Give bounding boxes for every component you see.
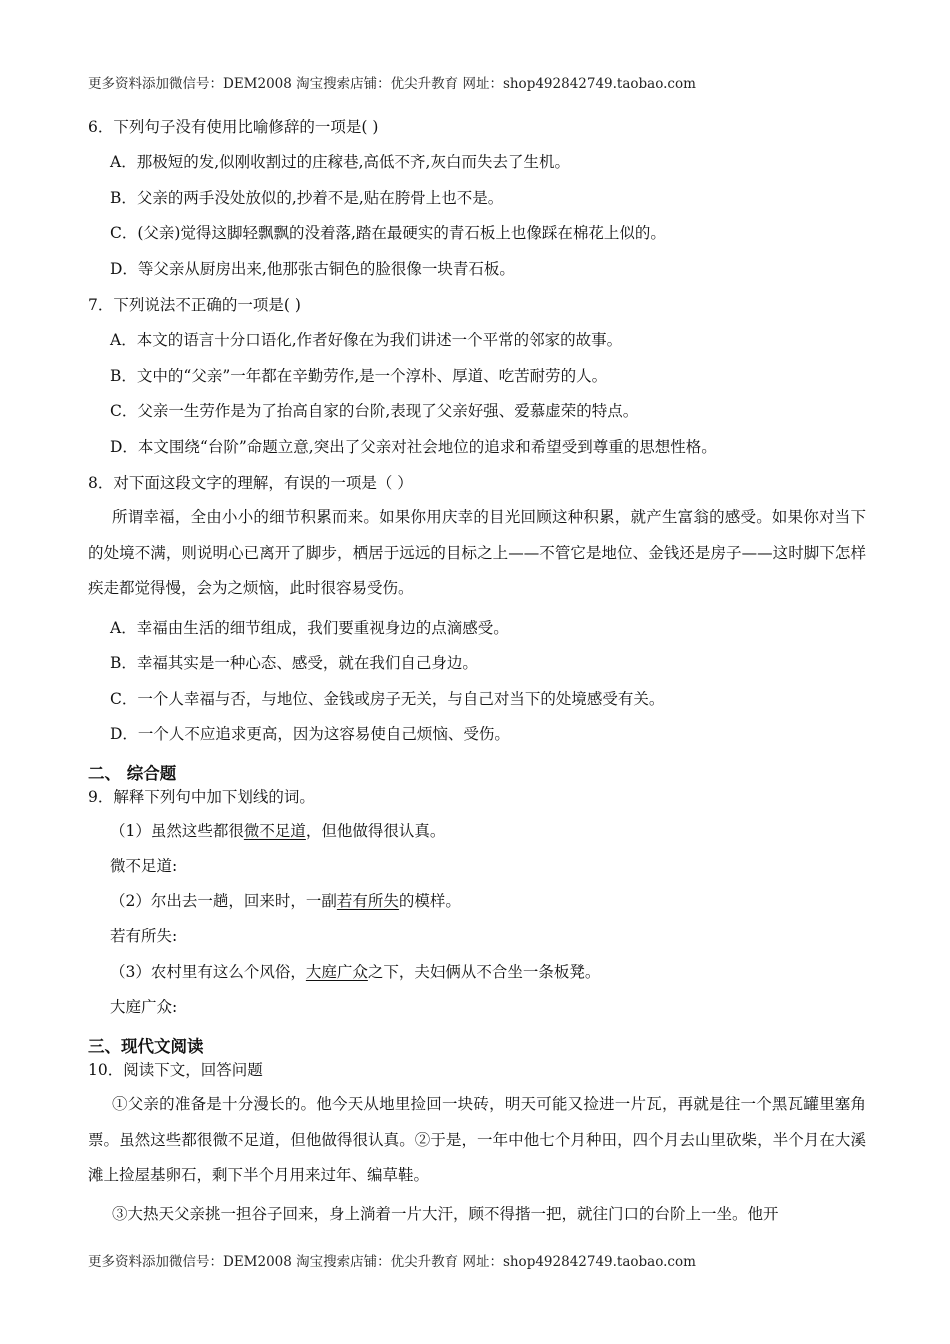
q10-stem: 10．阅读下文，回答问题 (88, 1061, 263, 1079)
q8-stem: 8．对下面这段文字的理解，有误的一项是（ ） (88, 474, 413, 492)
page-footer: 更多资料添加微信号：DEM2008 淘宝搜索店铺：优尖升教育 网址：shop492842749.taobao.com (88, 1254, 696, 1270)
q9-stem: 9．解释下列句中加下划线的词。 (88, 788, 315, 806)
q7-option-c: C．父亲一生劳作是为了抬高自家的台阶,表现了父亲好强、爱慕虚荣的特点。 (110, 402, 639, 420)
q8-option-d: D．一个人不应追求更高，因为这容易使自己烦恼、受伤。 (110, 725, 510, 743)
q7-option-d: D．本文围绕“台阶”命题立意,突出了父亲对社会地位的追求和希望受到尊重的思想性格。 (110, 438, 717, 456)
q9-sentence-1 (110, 821, 445, 841)
q8-passage: 所谓幸福，全由小小的细节积累而来。如果你用庆幸的目光回顾这种积累，就产生富翁的感受。如果你对当下的处境不满，则说明心已离开了脚步，栖居于远远的目标之上——不管它是地位、金钱还是房子——这时脚下怎样疾走都觉得慢，会为之烦恼，此时很容易受伤。 (88, 508, 866, 597)
q7-option-a: A．本文的语言十分口语化,作者好像在为我们讲述一个平常的邻家的故事。 (110, 331, 623, 349)
q8-option-c: C．一个人幸福与否，与地位、金钱或房子无关，与自己对当下的处境感受有关。 (110, 690, 665, 708)
q9-s3-underlined: 大庭广众 (305, 963, 368, 981)
q9-s2-pre: （2）尔出去一趟，回来时，一副 (110, 892, 337, 910)
q6-option-d: D．等父亲从厨房出来,他那张古铜色的脸很像一块青石板。 (110, 260, 515, 278)
q6-option-b: B．父亲的两手没处放似的,抄着不是,贴在胯骨上也不是。 (110, 189, 504, 207)
q9-s3-pre: （3）农村里有这么个风俗， (110, 963, 306, 981)
q9-sentence-3 (110, 962, 600, 982)
q6-option-c: C．(父亲)觉得这脚轻飘飘的没着落,踏在最硬实的青石板上也像踩在棉花上似的。 (110, 224, 666, 242)
q9-answer-2: 若有所失: (110, 927, 178, 945)
q9-s1-underlined: 微不足道 (243, 822, 306, 840)
q6-option-a: A．那极短的发,似刚收割过的庄稼巷,高低不齐,灰白而失去了生机。 (110, 153, 570, 171)
q7-option-b: B．文中的“父亲”一年都在辛勤劳作,是一个淳朴、厚道、吃苦耐劳的人。 (110, 367, 608, 385)
q10-paragraph-1: ①父亲的准备是十分漫长的。他今天从地里捡回一块砖，明天可能又捡进一片瓦，再就是往一个黑瓦罐里塞角票。虽然这些都很微不足道，但他做得很认真。②于是，一年中他七个月种田，四个月去山里砍柴，半个月在大溪滩上捡屋基卵石，剩下半个月用来过年、编草鞋。 (88, 1095, 866, 1184)
q7-stem: 7．下列说法不正确的一项是( ) (88, 296, 301, 314)
q10-paragraph-3: ③大热天父亲挑一担谷子回来，身上淌着一片大汗，顾不得揩一把，就往门口的台阶上一坐。他开 (112, 1205, 779, 1223)
section-2-heading: 二、 综合题 (88, 764, 177, 783)
q8-option-a: A．幸福由生活的细节组成，我们要重视身边的点滴感受。 (110, 619, 509, 637)
q9-s3-post: 之下，夫妇俩从不合坐一条板凳。 (367, 963, 601, 981)
q9-s1-pre: （1）虽然这些都很 (110, 822, 244, 840)
q9-answer-1: 微不足道: (110, 857, 178, 875)
q9-answer-3: 大庭广众: (110, 998, 178, 1016)
q9-sentence-2 (110, 891, 461, 911)
page-header: 更多资料添加微信号：DEM2008 淘宝搜索店铺：优尖升教育 网址：shop492842749.taobao.com (88, 76, 696, 92)
section-3-heading: 三、现代文阅读 (88, 1037, 204, 1056)
q9-s1-post: ，但他做得很认真。 (305, 822, 446, 840)
q6-stem: 6．下列句子没有使用比喻修辞的一项是( ) (88, 118, 379, 136)
q9-s2-post: 的模样。 (398, 892, 461, 910)
q8-option-b: B．幸福其实是一种心态、感受，就在我们自己身边。 (110, 654, 478, 672)
q9-s2-underlined: 若有所失 (336, 892, 399, 910)
